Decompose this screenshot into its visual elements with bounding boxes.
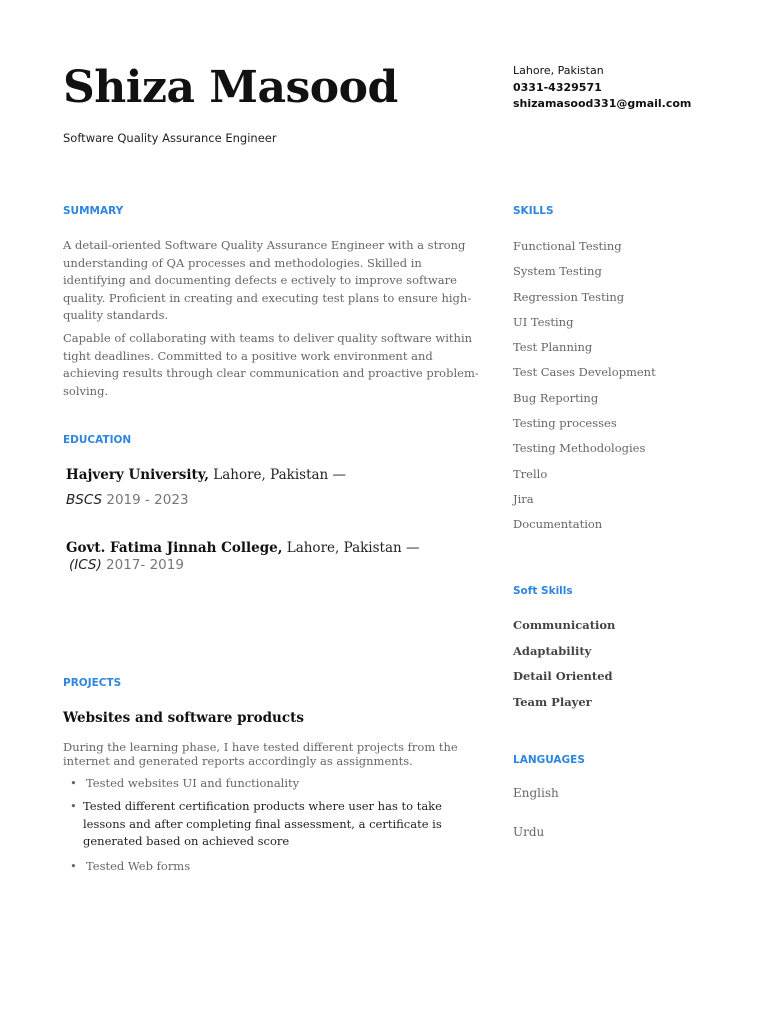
- institution-location: Lahore, Pakistan —: [282, 540, 420, 556]
- list-item: Trello: [513, 466, 548, 481]
- bullet-icon: •: [70, 776, 77, 790]
- skills-list: [513, 237, 656, 541]
- degree-years: 2019 - 2023: [102, 492, 189, 508]
- bullet-icon: •: [70, 799, 77, 813]
- languages-heading: LANGUAGES: [513, 754, 585, 766]
- list-item: Bug Reporting: [513, 390, 599, 405]
- education-entry-2: [66, 540, 420, 556]
- soft-skills-heading: Soft Skills: [513, 585, 573, 597]
- skills-heading: SKILLS: [513, 205, 554, 217]
- summary-heading: SUMMARY: [63, 205, 124, 217]
- location-text: Lahore, Pakistan: [513, 64, 604, 77]
- list-item: • Tested different certification products where user has to take lessons and after completing final assessment, a certificate is generated based on achieved score: [70, 799, 442, 848]
- language-urdu: Urdu: [513, 825, 545, 839]
- list-item: Testing Methodologies: [513, 441, 646, 456]
- list-item: Adaptability: [513, 643, 592, 658]
- summary-paragraph-2: Capable of collaborating with teams to deliver quality software within tight deadlines. Committed to a positive work environment and achieving results through clear communication and proactive problem-solving.: [63, 331, 479, 398]
- list-item: Testing processes: [513, 416, 617, 431]
- list-item: Detail Oriented: [513, 669, 613, 683]
- project-description: During the learning phase, I have tested different projects from the internet and generated reports accordingly as assignments.: [63, 740, 458, 768]
- list-item: Functional Testing: [513, 239, 622, 253]
- bullet-icon: •: [70, 859, 77, 873]
- contact-block: [513, 63, 691, 113]
- education-entry-2-degree: [69, 557, 184, 573]
- institution-location: Lahore, Pakistan —: [208, 467, 347, 483]
- education-entry-1: [66, 467, 346, 483]
- list-item: UI Testing: [513, 314, 574, 329]
- list-item: System Testing: [513, 264, 602, 279]
- education-heading: EDUCATION: [63, 434, 132, 446]
- language-english: English: [513, 786, 559, 800]
- candidate-name: Shiza Masood: [63, 62, 398, 113]
- degree-name: BSCS: [66, 492, 103, 508]
- job-title: Software Quality Assurance Engineer: [63, 131, 277, 145]
- degree-name: (ICS): [69, 557, 102, 573]
- education-entry-1-degree: [66, 492, 189, 508]
- institution-name: Hajvery University,: [66, 467, 209, 483]
- list-item: Documentation: [513, 517, 603, 532]
- list-item: Test Cases Development: [513, 365, 656, 380]
- projects-heading: PROJECTS: [63, 677, 122, 689]
- list-item: Communication: [513, 618, 616, 632]
- list-item: • Tested Web forms: [70, 859, 191, 873]
- project-bullet-list: [70, 775, 466, 885]
- list-item: • Tested websites UI and functionality: [70, 776, 300, 790]
- summary-paragraph-1: A detail-oriented Software Quality Assurance Engineer with a strong understanding of QA processes and methodologies. Skilled in identifying and documenting defects e ectively to improve software quality. Proficient in creating and executing test plans to ensure high-quality standards.: [63, 238, 472, 323]
- list-item: Test Planning: [513, 340, 593, 355]
- degree-years: 2017- 2019: [101, 557, 184, 573]
- email-text: shizamasood331@gmail.com: [513, 97, 692, 110]
- list-item: Jira: [513, 491, 534, 506]
- institution-name: Govt. Fatima Jinnah College,: [66, 540, 283, 556]
- phone-text: 0331-4329571: [513, 80, 602, 94]
- project-title: Websites and software products: [63, 710, 304, 726]
- soft-skills-list: [513, 616, 615, 718]
- list-item: Team Player: [513, 694, 592, 709]
- list-item: Regression Testing: [513, 289, 625, 304]
